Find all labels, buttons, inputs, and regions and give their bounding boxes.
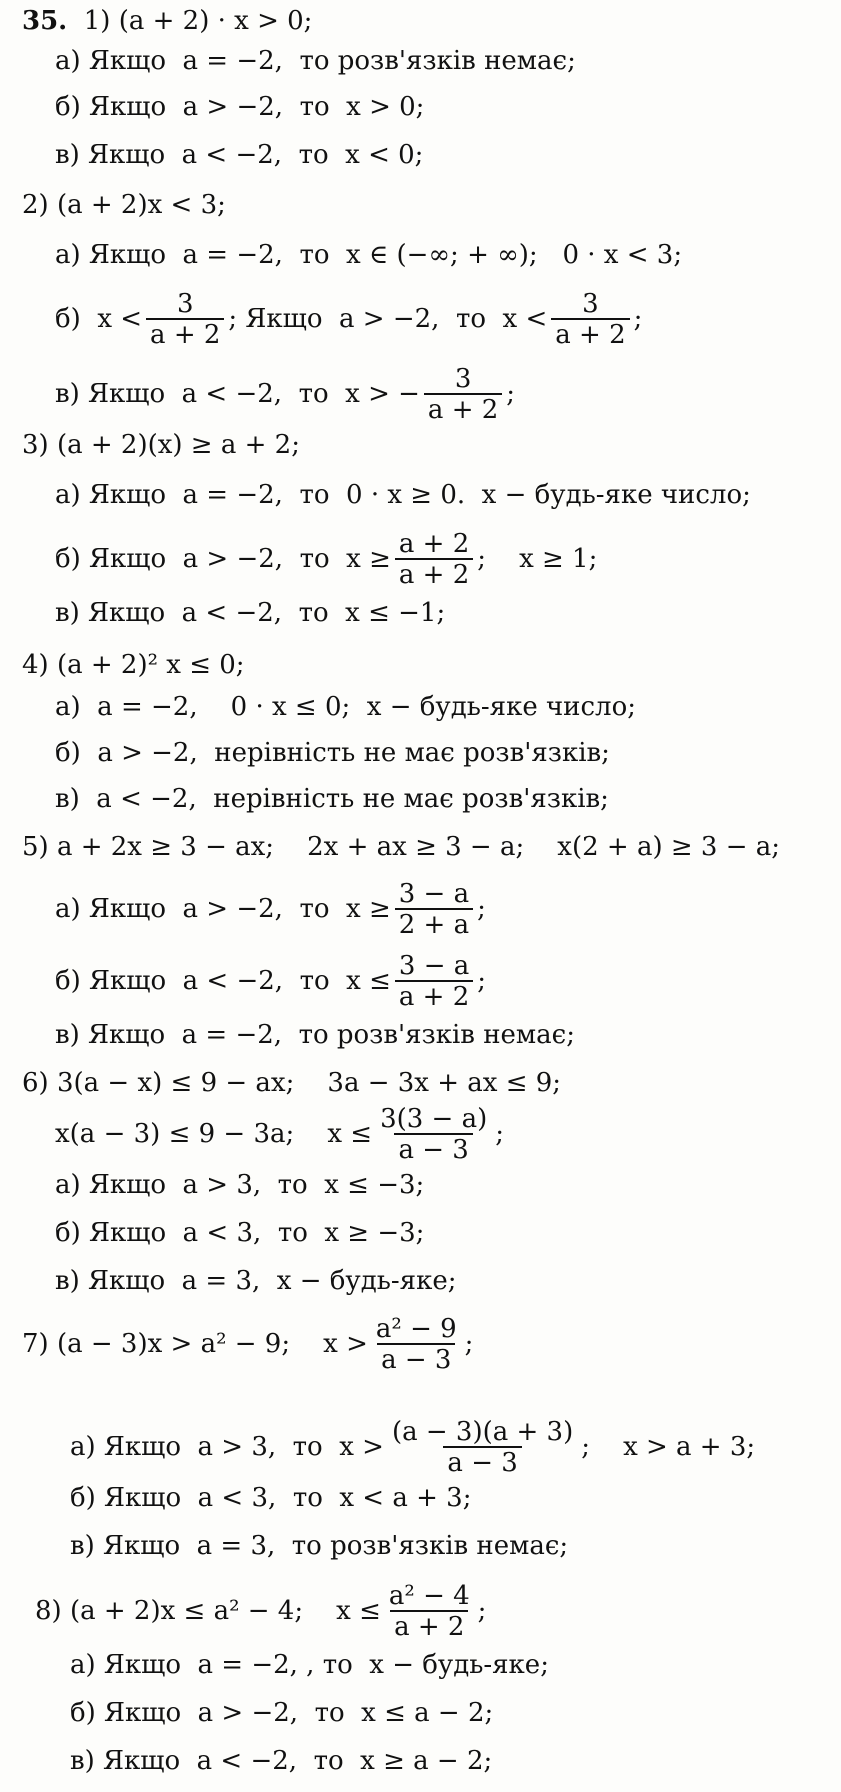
line-text: в) Якщо a = 3, x − будь-яке; — [55, 1266, 457, 1296]
fraction-numerator: a² − 4 — [388, 1581, 470, 1611]
line-text: ; — [477, 1596, 487, 1626]
solution-line — [55, 738, 610, 768]
fraction-numerator: a + 2 — [398, 529, 470, 559]
fraction — [395, 880, 473, 940]
fraction-denominator: a + 2 — [395, 558, 473, 590]
line-text: б) x < — [55, 304, 143, 334]
fraction-numerator: a² − 9 — [375, 1314, 457, 1344]
line-text: ; x > a + 3; — [581, 1432, 756, 1462]
solution-line — [55, 1105, 504, 1165]
fraction — [376, 1105, 491, 1165]
line-text: 3) (a + 2)(x) ≥ a + 2; — [22, 430, 300, 460]
fraction-numerator: 3 — [454, 364, 472, 394]
solution-line — [22, 6, 312, 36]
solution-line — [55, 240, 682, 270]
line-text: в) Якщо a = 3, то розв'язків немає; — [70, 1531, 569, 1561]
fraction-denominator: a + 2 — [395, 980, 473, 1012]
fraction — [388, 1418, 577, 1478]
fraction — [372, 1315, 461, 1375]
line-text: 2) (a + 2)x < 3; — [22, 190, 226, 220]
line-text: 4) (a + 2)² x ≤ 0; — [22, 650, 245, 680]
line-text: б) Якщо a > −2, то x ≤ a − 2; — [70, 1698, 494, 1728]
fraction-denominator: a + 2 — [146, 318, 224, 350]
line-text: в) a < −2, нерівність не має розв'язків; — [55, 784, 609, 814]
fraction-numerator: 3(3 − a) — [380, 1104, 488, 1134]
solution-line — [55, 598, 445, 628]
solution-line — [55, 530, 597, 590]
solution-line — [70, 1650, 549, 1680]
fraction — [385, 1582, 474, 1642]
solution-line — [55, 1020, 575, 1050]
line-text: ; — [464, 1329, 474, 1359]
line-text: а) Якщо a = −2, то 0 · x ≥ 0. x − будь-яке число; — [55, 480, 751, 510]
solution-line — [55, 1266, 456, 1296]
line-text: б) Якщо a > −2, то x ≥ — [55, 544, 391, 574]
line-text: б) Якщо a > −2, то x > 0; — [55, 92, 425, 122]
problem-number: 35. — [22, 6, 68, 36]
fraction — [395, 952, 473, 1012]
solution-line — [55, 692, 636, 722]
line-text: 1) (a + 2) · x > 0; — [67, 6, 313, 36]
solution-line — [22, 832, 780, 862]
line-text: а) Якщо a = −2, то розв'язків немає; — [55, 46, 576, 76]
fraction-numerator: 3 − a — [398, 879, 470, 909]
fraction-numerator: 3 − a — [398, 951, 470, 981]
solution-line — [55, 880, 486, 940]
line-text: ; Якщо a > −2, то x < — [228, 304, 548, 334]
solution-line — [55, 140, 423, 170]
line-text: ; x ≥ 1; — [477, 544, 598, 574]
solution-line — [22, 190, 226, 220]
solution-line — [55, 290, 642, 350]
line-text: б) a > −2, нерівність не має розв'язків; — [55, 738, 610, 768]
solution-line — [70, 1418, 755, 1478]
solution-line — [22, 1068, 561, 1098]
solution-line — [70, 1483, 471, 1513]
line-text: ; — [633, 304, 643, 334]
line-text: а) Якщо a = −2, , то x − будь-яке; — [70, 1650, 549, 1680]
solution-line — [55, 480, 751, 510]
fraction-numerator: (a − 3)(a + 3) — [391, 1417, 574, 1447]
solution-line — [55, 46, 576, 76]
solution-line — [22, 650, 245, 680]
solution-line — [55, 365, 515, 425]
line-text: 8) (a + 2)x ≤ a² − 4; x ≤ — [35, 1596, 381, 1626]
line-text: x(a − 3) ≤ 9 − 3a; x ≤ — [55, 1119, 373, 1149]
line-text: б) Якщо a < 3, то x < a + 3; — [70, 1483, 472, 1513]
line-text: 6) 3(a − x) ≤ 9 − ax; 3a − 3x + ax ≤ 9; — [22, 1068, 562, 1098]
line-text: в) Якщо a < −2, то x < 0; — [55, 140, 424, 170]
line-text: в) Якщо a < −2, то x ≤ −1; — [55, 598, 446, 628]
solution-line — [55, 1218, 424, 1248]
solution-line — [70, 1746, 492, 1776]
line-text: 7) (a − 3)x > a² − 9; x > — [22, 1329, 368, 1359]
line-text: б) Якщо a < 3, то x ≥ −3; — [55, 1218, 425, 1248]
line-text: ; — [477, 966, 487, 996]
line-text: а) Якщо a > 3, то x > — [70, 1432, 384, 1462]
fraction-numerator: 3 — [582, 289, 599, 319]
fraction-denominator: a + 2 — [390, 1610, 468, 1642]
fraction-denominator: a + 2 — [424, 393, 502, 425]
solution-line — [55, 784, 609, 814]
line-text: а) Якщо a > 3, то x ≤ −3; — [55, 1170, 425, 1200]
line-text: а) Якщо a = −2, то x ∈ (−∞; + ∞); 0 · x < 3; — [55, 240, 683, 270]
solution-line — [22, 1315, 473, 1375]
line-text: ; — [477, 894, 486, 924]
line-text: в) Якщо a < −2, то x > − — [55, 379, 420, 409]
fraction-denominator: a − 3 — [394, 1133, 472, 1165]
solution-line — [70, 1698, 493, 1728]
fraction-denominator: 2 + a — [395, 908, 473, 940]
solution-line — [35, 1582, 486, 1642]
line-text: в) Якщо a = −2, то розв'язків немає; — [55, 1020, 575, 1050]
fraction — [146, 290, 224, 350]
fraction-denominator: a − 3 — [443, 1446, 521, 1478]
solution-line — [55, 1170, 424, 1200]
line-text: а) Якщо a > −2, то x ≥ — [55, 894, 391, 924]
fraction-denominator: a + 2 — [551, 318, 629, 350]
line-text: а) a = −2, 0 · x ≤ 0; x − будь-яке число; — [55, 692, 636, 722]
fraction — [395, 530, 473, 590]
fraction-denominator: a − 3 — [377, 1343, 455, 1375]
fraction — [424, 365, 502, 425]
fraction-numerator: 3 — [176, 289, 194, 319]
solution-line — [70, 1531, 568, 1561]
line-text: 5) a + 2x ≥ 3 − ax; 2x + ax ≥ 3 − a; x(2 + a) ≥ 3 − a; — [22, 832, 781, 862]
line-text: ; — [495, 1119, 505, 1149]
solution-line — [22, 430, 300, 460]
fraction — [551, 290, 629, 350]
line-text: в) Якщо a < −2, то x ≥ a − 2; — [70, 1746, 493, 1776]
solution-line — [55, 952, 486, 1012]
line-text: б) Якщо a < −2, то x ≤ — [55, 966, 391, 996]
line-text: ; — [506, 379, 516, 409]
solution-line — [55, 92, 424, 122]
